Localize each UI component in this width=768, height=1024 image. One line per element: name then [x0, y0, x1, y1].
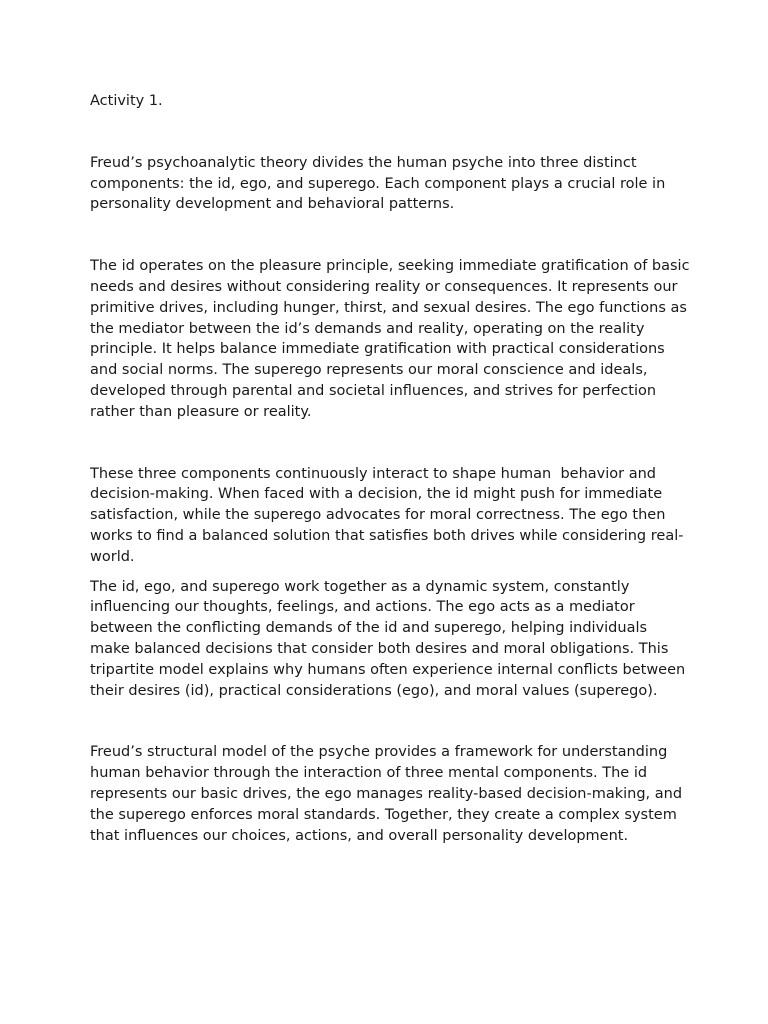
paragraph-components: The id operates on the pleasure principle, seeking immediate gratification of basic needs and desires without considering reality or consequences. It represents our primitive drives, including hunger, thirst, and sexual desires. The ego functions as the mediator between the id’s demands and reality, operating on the reality principle. It helps balance immediate gratification with practical considerations and social norms. The superego represents our moral conscience and ideals, developed through parental and societal influences, and strives for perfection rather than pleasure or reality.	[90, 258, 695, 420]
document-body	[90, 91, 695, 846]
paragraph-conclusion: Freud’s structural model of the psyche provides a framework for understanding human behavior through the interaction of three mental components. The id represents our basic drives, the ego manages reality-based decision-making, and the superego enforces moral standards. Together, they create a complex system that influences our choices, actions, and overall personality development.	[90, 744, 687, 844]
paragraph-interaction: These three components continuously interact to shape human behavior and decision-making. When faced with a decision, the id might push for immediate satisfaction, while the superego advocates for moral correctness. The ego then works to find a balanced solution that satisfies both drives while considering real-world.	[90, 465, 684, 565]
paragraph-intro: Freud’s psychoanalytic theory divides the human psyche into three distinct components: the id, ego, and superego. Each component plays a crucial role in personality development and behavioral patterns.	[90, 154, 670, 213]
document-title: Activity 1.	[90, 93, 163, 109]
paragraph-dynamic-system: The id, ego, and superego work together as a dynamic system, constantly influencing our thoughts, feelings, and actions. The ego acts as a mediator between the conflicting demands of the id and superego, helping individuals make balanced decisions that consider both desires and moral obligations. This tripartite model explains why humans often experience internal conflicts between their desires (id), practical considerations (ego), and moral values (superego).	[90, 578, 690, 699]
